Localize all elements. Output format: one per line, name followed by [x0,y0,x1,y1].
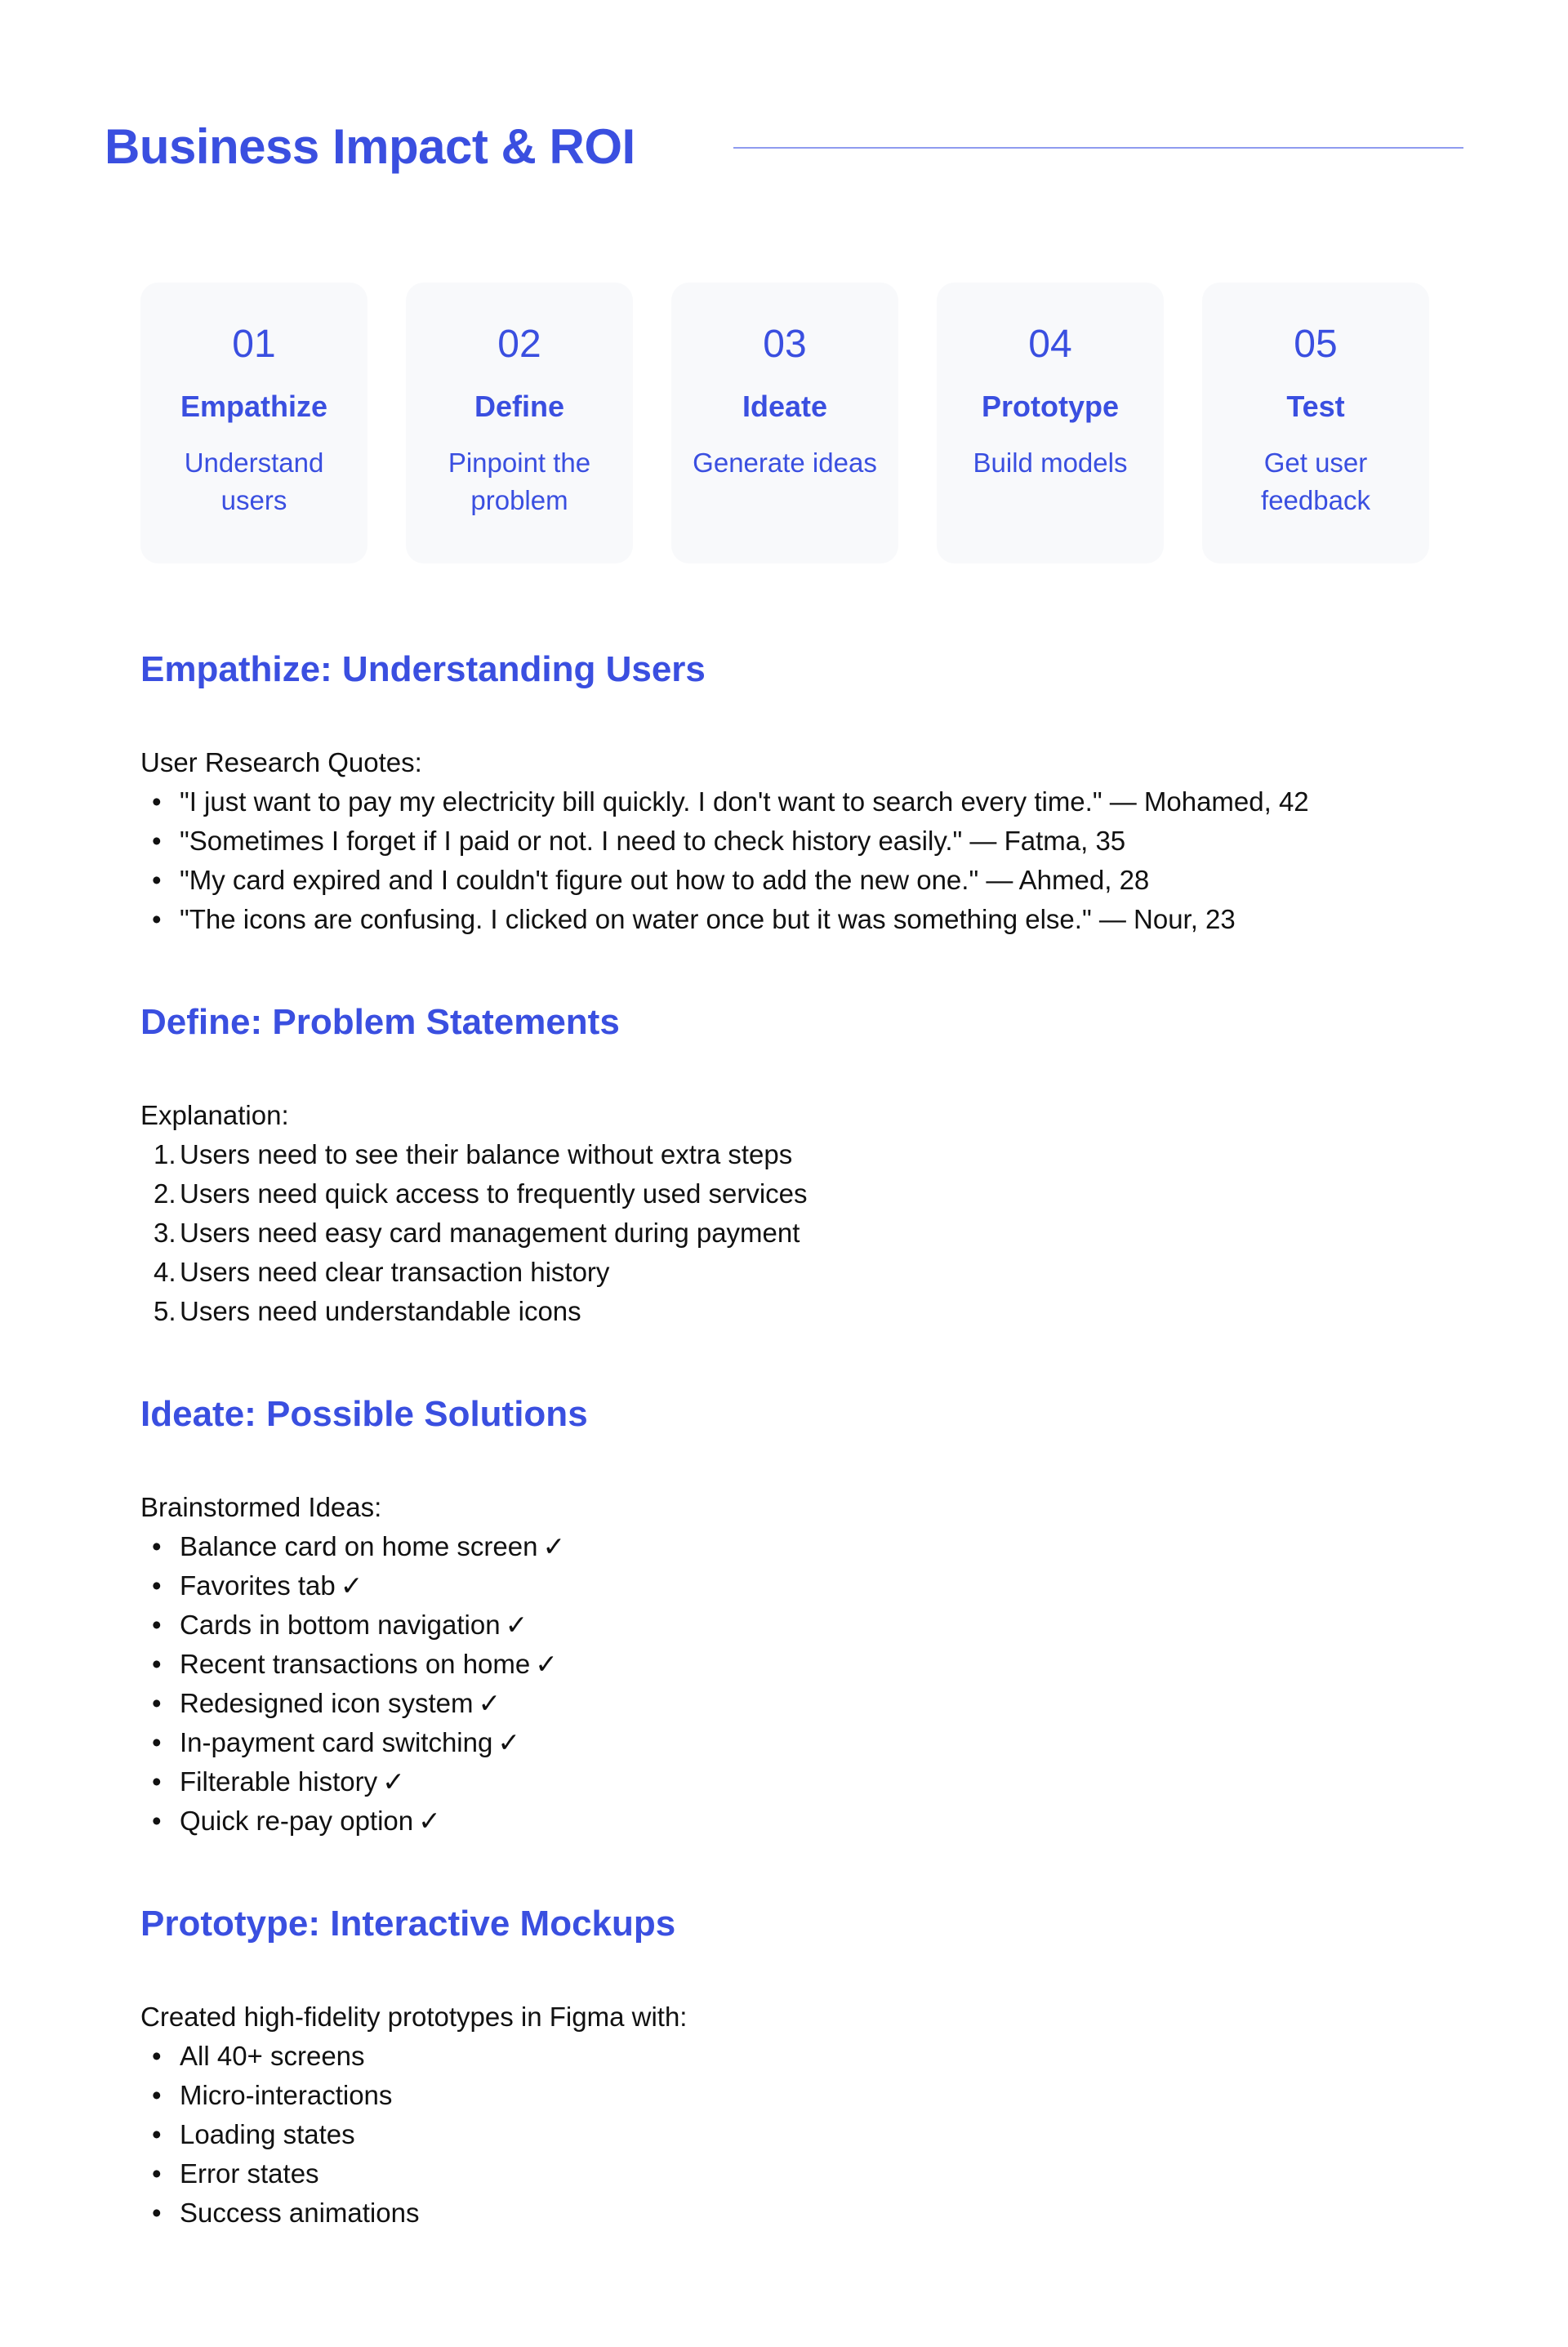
step-number: 01 [232,323,276,366]
problem-text: Users need quick access to frequently used services [180,1178,808,1209]
checkmark-icon: ✓ [497,1727,520,1757]
step-name: Test [1286,390,1345,423]
section-lead: Created high-fidelity prototypes in Figma with: [140,2002,688,2032]
bullet-marker: • [152,1688,162,1718]
step-number: 04 [1028,323,1072,366]
bullet-marker: • [152,1610,162,1640]
list-item [140,2037,1447,2076]
section-heading: Prototype: Interactive Mockups [140,1904,676,1944]
step-card-empathize [140,283,368,563]
step-description: Understand users [184,448,324,515]
bullet-marker: • [152,1570,162,1601]
step-description: Get user feedback [1261,448,1370,515]
list-item [140,1762,1447,1801]
checkmark-icon: ✓ [505,1610,528,1640]
problem-text: Users need understandable icons [180,1296,581,1326]
list-number: 4. [154,1257,176,1287]
checkmark-icon: ✓ [340,1570,363,1601]
problem-text: Users need clear transaction history [180,1257,610,1287]
feature-text: Loading states [180,2119,355,2149]
list-item [140,2154,1447,2193]
section-heading: Empathize: Understanding Users [140,649,706,689]
bullet-marker: • [152,2080,162,2110]
bullet-marker: • [152,1531,162,1561]
list-item [140,1214,1447,1253]
list-item [140,1645,1447,1684]
section-define [140,1000,1447,1331]
list-item [140,2076,1447,2115]
problem-list [140,1135,1447,1331]
bullet-marker: • [152,904,162,934]
bullet-marker: • [152,2119,162,2149]
section-ideate [140,1392,1447,1841]
quotes-list [140,782,1447,939]
list-item [140,900,1447,939]
idea-text: Filterable history [180,1766,378,1797]
checkmark-icon: ✓ [382,1766,405,1797]
step-number: 02 [497,323,541,366]
list-item [140,1253,1447,1292]
checkmark-icon: ✓ [478,1688,501,1718]
step-description: Build models [973,448,1128,478]
bullet-marker: • [152,2198,162,2228]
header-divider [733,147,1463,149]
list-item [140,1801,1447,1841]
page-header [105,114,1463,180]
checkmark-icon: ✓ [542,1531,566,1561]
list-item [140,782,1447,822]
idea-text: Cards in bottom navigation [180,1610,501,1640]
feature-text: Micro-interactions [180,2080,393,2110]
section-heading: Ideate: Possible Solutions [140,1394,588,1434]
ideas-list [140,1527,1447,1841]
step-name: Prototype [981,390,1119,423]
section-prototype [140,1901,1447,2233]
bullet-marker: • [152,1766,162,1797]
problem-text: Users need easy card management during payment [180,1218,800,1248]
bullet-marker: • [152,1806,162,1836]
step-card-prototype [937,283,1164,563]
section-empathize [140,647,1447,939]
list-item [140,2115,1447,2154]
list-item [140,822,1447,861]
step-number: 03 [763,323,807,366]
problem-text: Users need to see their balance without extra steps [180,1139,793,1169]
design-process-steps [140,283,1429,563]
step-name: Empathize [180,390,328,423]
bullet-marker: • [152,1649,162,1679]
section-lead: Brainstormed Ideas: [140,1492,382,1522]
list-number: 3. [154,1218,176,1248]
idea-text: Balance card on home screen [180,1531,538,1561]
list-number: 5. [154,1296,176,1326]
page-title: Business Impact & ROI [105,119,635,174]
list-item [140,1566,1447,1605]
prototype-features-list [140,2037,1447,2233]
section-lead: Explanation: [140,1100,289,1130]
idea-text: Recent transactions on home [180,1649,531,1679]
bullet-marker: • [152,1727,162,1757]
feature-text: Success animations [180,2198,420,2228]
bullet-marker: • [152,786,162,817]
list-number: 2. [154,1178,176,1209]
list-item [140,1292,1447,1331]
quote-text: "My card expired and I couldn't figure out how to add the new one." — Ahmed, 28 [180,865,1150,895]
quote-text: "I just want to pay my electricity bill quickly. I don't want to search every time." — Mohamed, 42 [180,786,1309,817]
bullet-marker: • [152,2158,162,2189]
checkmark-icon: ✓ [418,1806,441,1836]
quote-text: "The icons are confusing. I clicked on water once but it was something else." — Nour, 23 [180,904,1236,934]
list-item [140,1723,1447,1762]
list-item [140,1605,1447,1645]
idea-text: Redesigned icon system [180,1688,474,1718]
idea-text: Quick re-pay option [180,1806,414,1836]
list-item [140,1684,1447,1723]
idea-text: Favorites tab [180,1570,336,1601]
bullet-marker: • [152,865,162,895]
bullet-marker: • [152,826,162,856]
checkmark-icon: ✓ [535,1649,558,1679]
step-number: 05 [1294,323,1338,366]
step-card-define [406,283,633,563]
section-heading: Define: Problem Statements [140,1002,620,1042]
section-lead: User Research Quotes: [140,747,422,777]
step-name: Ideate [742,390,828,423]
quote-text: "Sometimes I forget if I paid or not. I need to check history easily." — Fatma, 35 [180,826,1126,856]
list-item [140,1527,1447,1566]
idea-text: In-payment card switching [180,1727,493,1757]
step-description: Generate ideas [693,448,877,478]
bullet-marker: • [152,2041,162,2071]
step-card-ideate [671,283,898,563]
list-number: 1. [154,1139,176,1169]
feature-text: Error states [180,2158,319,2189]
feature-text: All 40+ screens [180,2041,365,2071]
list-item [140,1174,1447,1214]
list-item [140,2193,1447,2233]
step-card-test [1202,283,1429,563]
list-item [140,861,1447,900]
step-name: Define [474,390,565,423]
list-item [140,1135,1447,1174]
step-description: Pinpoint the problem [448,448,591,515]
